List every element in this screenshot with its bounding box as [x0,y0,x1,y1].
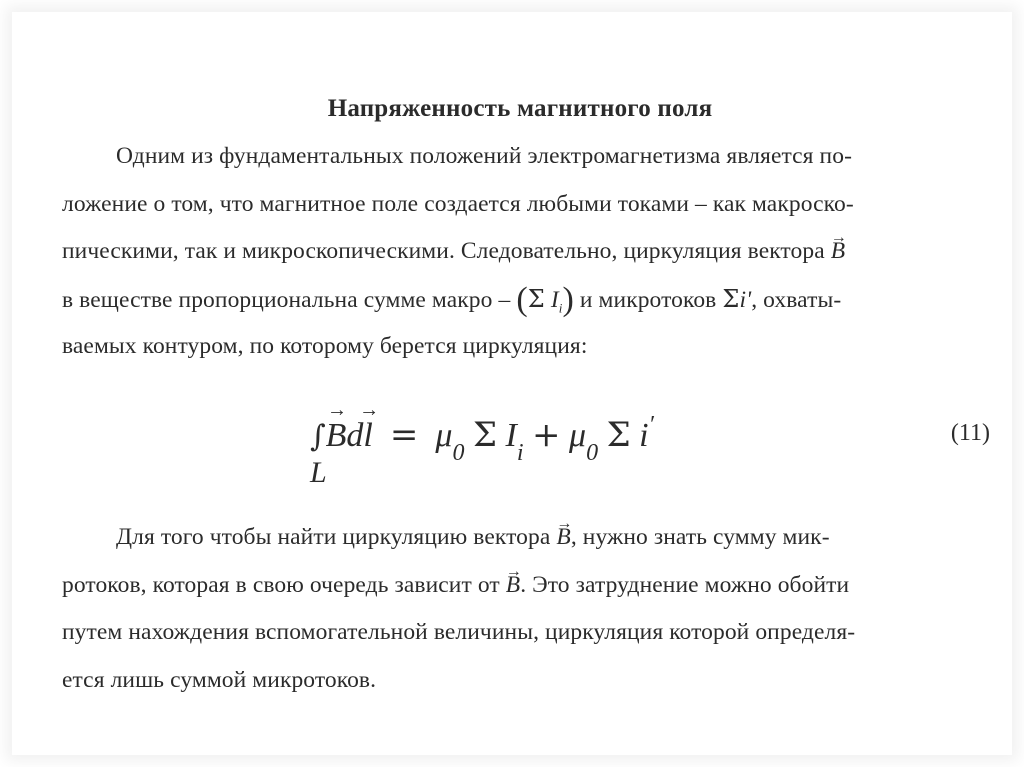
equals-sign: = [389,415,419,455]
paragraph-line: Одним из фундаментальных положений электромагнетизма является по- [116,143,852,169]
equation-number: (11) [950,420,990,446]
vector-l: → l [363,417,372,455]
line-text: . Это затруднение можно обойти [520,571,850,598]
equation-11 [310,412,990,502]
macro-current: I [505,417,517,454]
line-text: Для того чтобы найти циркуляцию вектора [116,524,551,550]
vector-b-symbol: → B [556,514,570,562]
paragraph-line: путем нахождения вспомогательной величины, циркуляция которой определя- [62,619,856,645]
macro-current-subscript: i [558,300,563,316]
sigma-symbol: Σ [472,415,497,455]
paragraph-line: ваемых контуром, по которому берется циркуляция: [62,333,588,359]
vector-b-symbol: → B [506,562,520,610]
vector-b: → B [326,417,347,455]
micro-current-prime: ′ [648,412,654,438]
line-text: пическими, так и микроскопическими. Следовательно, циркуляция вектора [62,238,825,264]
line-text: , нужно знать сумму мик- [570,524,830,550]
integral-sign: ∫ [310,419,326,454]
mu-subscript: 0 [586,440,599,466]
sum-sign: Σ [722,284,740,313]
sum-sign: Σ [527,284,545,313]
micro-current: i [639,417,649,454]
plus-sign: + [532,415,561,455]
paragraph-line: ется лишь суммой микротоков. [62,666,377,693]
mu-symbol: μ [569,417,587,454]
mu-symbol: μ [435,417,453,454]
paragraph-line [62,228,974,276]
paragraph-line: ложение о том, что магнитное поле создается любыми токами – как макроско- [62,190,854,217]
line-text: и микротоков [579,286,717,313]
mu-subscript: 0 [452,440,465,466]
micro-current-symbol: i' [739,286,752,313]
line-text: в веществе пропорциональна сумме макро – [62,286,511,313]
paragraph-followup [62,514,974,704]
differential-d: d [346,417,364,454]
slide-frame [12,12,1012,755]
contour-label: L [310,456,327,489]
vector-b-symbol: → B [831,228,845,276]
line-text: , охваты- [751,286,842,313]
paragraph-line [62,562,974,610]
page-title: Напряженность магнитного поля [327,95,713,122]
paragraph-intro [62,133,974,371]
macro-current-subscript: i [516,440,524,466]
close-paren: ) [562,280,574,318]
paragraph-line [62,276,974,324]
line-text: ротоков, которая в свою очередь зависит от [62,571,500,598]
open-paren: ( [516,280,528,318]
equation-expression [310,412,654,467]
sigma-symbol: Σ [606,415,631,455]
macro-current-symbol: I [550,286,559,313]
